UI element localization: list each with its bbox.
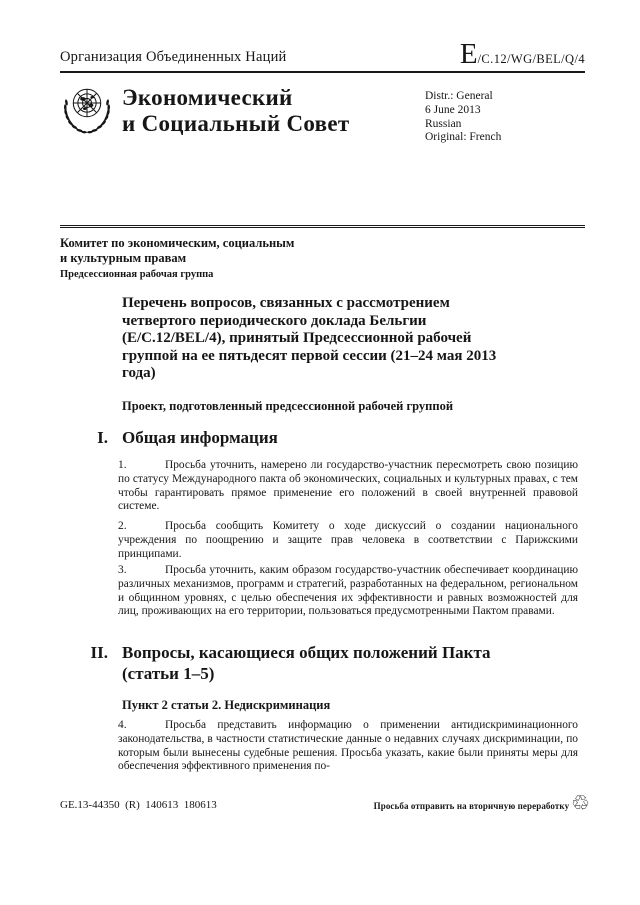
recycle-icon: ♲ xyxy=(571,791,590,815)
distr-type: Distr.: General xyxy=(425,90,493,102)
doc-symbol-series: E xyxy=(459,38,478,70)
paragraph-3-number: 3. xyxy=(118,564,127,576)
council-title-line1: Экономический xyxy=(122,85,293,110)
doc-symbol-number: /C.12/WG/BEL/Q/4 xyxy=(477,52,585,66)
article-subheading: Пункт 2 статьи 2. Недискриминация xyxy=(122,698,331,712)
council-title xyxy=(122,85,349,137)
org-name: Организация Объединенных Наций xyxy=(60,49,287,65)
header-rule xyxy=(60,71,585,73)
paragraph-3-text: Просьба уточнить, каким образом государство-участник обеспечивает координацию различных механизмов, программ и стратегий, разработанных на федеральном, региональном и общинном уровнях, с целью обеспечения их эффективности и равных возможностей для лиц, проживающих на его территории, пользоваться предусмотренными Пактом правами. xyxy=(118,564,578,618)
recycle-notice xyxy=(373,791,590,816)
section-2-numeral: II. xyxy=(90,643,108,662)
document-reference-number: GE.13-44350 (R) 140613 180613 xyxy=(60,799,217,811)
distr-original: Original: French xyxy=(425,131,502,144)
paragraph-1-number: 1. xyxy=(118,459,127,471)
committee-heading xyxy=(60,236,294,282)
section-1-heading: Общая информация xyxy=(122,428,278,447)
paragraph-1-text: Просьба уточнить, намерено ли государство-участник пересмотреть свою позицию по статусу Международного пакта об экономических, социальных и культурных правах, с тем чтобы гарантировать прямое применение его положений в своей внутренней правовой системе. xyxy=(118,459,578,513)
committee-line2: и культурным правам xyxy=(60,251,187,265)
paragraph-3 xyxy=(118,564,578,619)
distr-language: Russian xyxy=(425,117,462,130)
paragraph-2 xyxy=(118,520,578,561)
section-2-heading-line1: Вопросы, касающиеся общих положений Пакта xyxy=(122,643,491,662)
doc-symbol xyxy=(460,40,585,69)
un-emblem-icon xyxy=(58,79,116,135)
section-2-heading-line2: (статьи 1–5) xyxy=(122,663,215,683)
masthead-rule xyxy=(60,225,585,228)
recycle-note-text: Просьба отправить на вторичную переработку xyxy=(373,800,570,811)
council-title-line2: и Социальный Совет xyxy=(122,111,350,136)
paragraph-4 xyxy=(118,719,578,774)
paragraph-2-number: 2. xyxy=(118,520,127,532)
committee-line1: Комитет по экономическим, социальным xyxy=(60,236,295,250)
distr-date: 6 June 2013 xyxy=(425,103,481,116)
section-1-numeral: I. xyxy=(97,428,108,447)
paragraph-1 xyxy=(118,459,578,514)
working-group-label: Предсессионная рабочая группа xyxy=(60,269,214,280)
document-subtitle: Проект, подготовленный предсессионной рабочей группой xyxy=(122,399,454,413)
paragraph-4-text: Просьба представить информацию о применении антидискриминационного законодательства, в частности статистические данные о недавних случаях дискриминации, по которым были вынесены судебные решения. Просьба указать, какие были приняты меры для обеспечения эффективного применения по- xyxy=(118,719,578,773)
section-2-heading xyxy=(122,643,552,684)
paragraph-4-number: 4. xyxy=(118,719,127,731)
document-title: Перечень вопросов, связанных с рассмотрением четвертого периодического доклада Бельгии (E/C.12/BEL/4), принятый Предсессионной рабочей группой на ее пятьдесят первой сессии (21–24 мая 2013 года) xyxy=(122,295,497,382)
paragraph-2-text: Просьба сообщить Комитету о ходе дискуссий о создании национального учреждения по поощрению и защите прав человека в соответствии с Парижскими принципами. xyxy=(118,520,578,560)
distribution-block xyxy=(425,90,501,145)
